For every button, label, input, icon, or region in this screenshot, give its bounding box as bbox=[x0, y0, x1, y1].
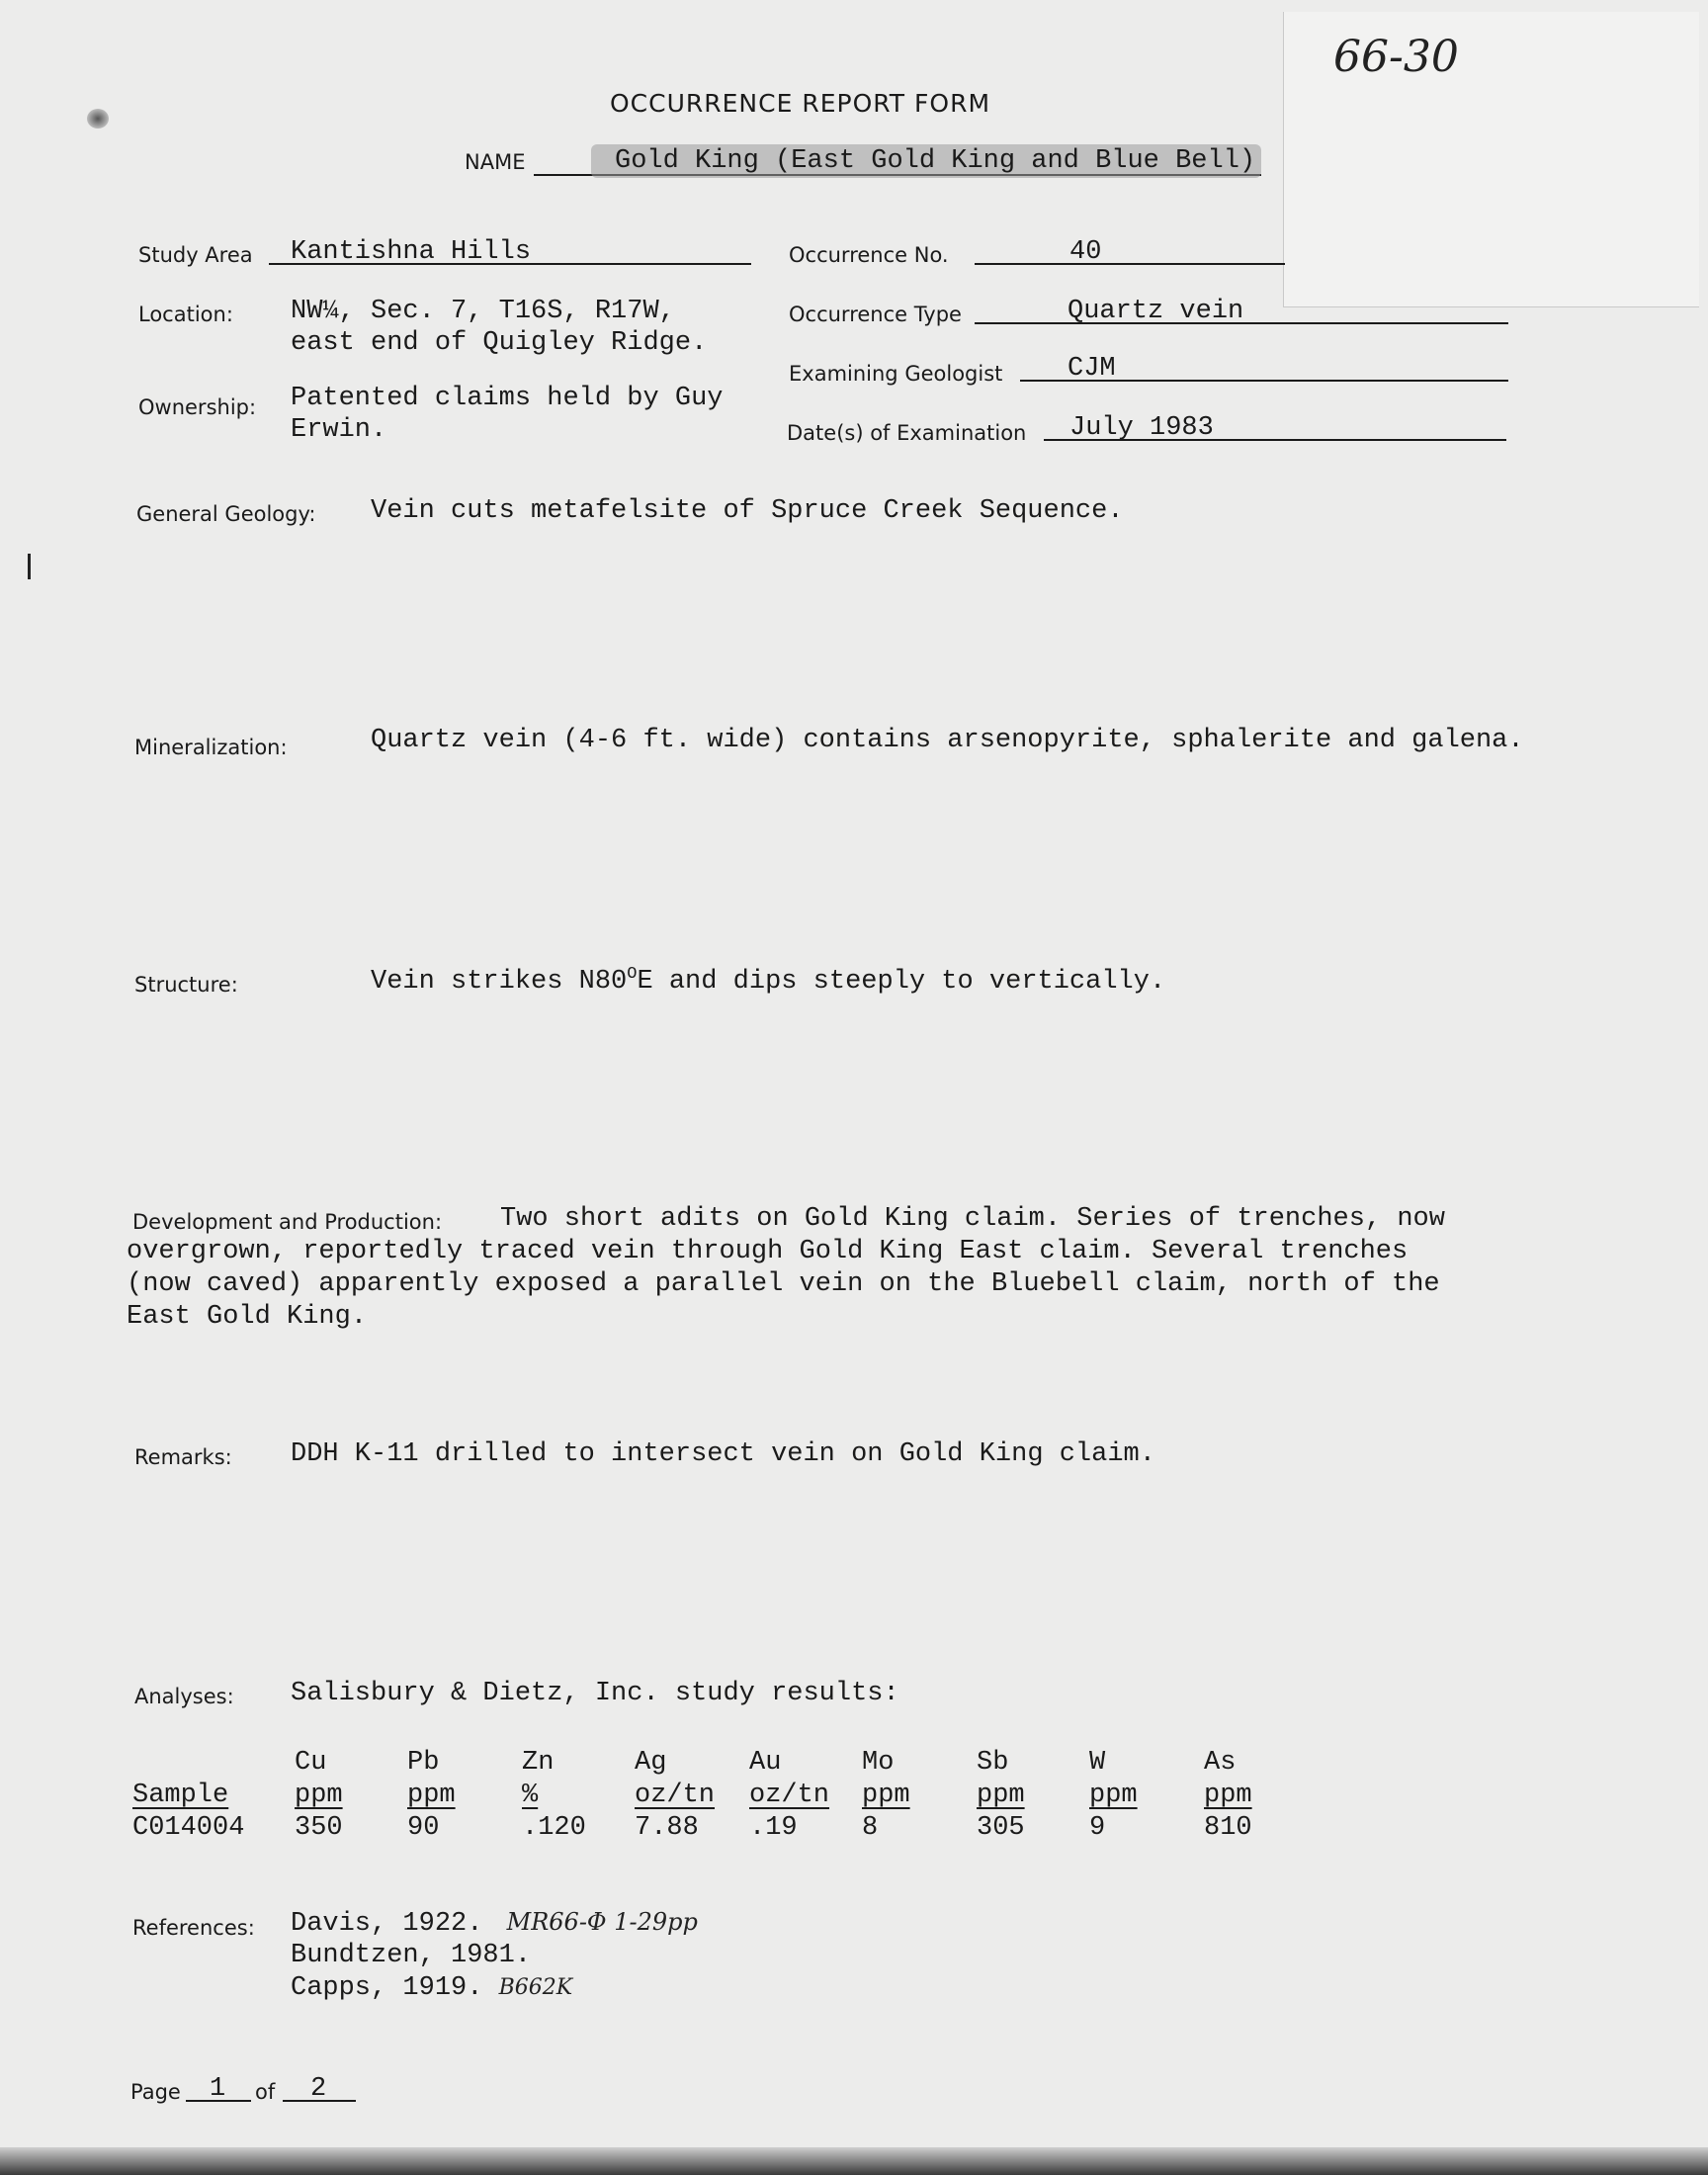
sticky-note bbox=[1283, 12, 1699, 307]
element-name: Sb bbox=[977, 1748, 1009, 1778]
element-unit: % bbox=[522, 1781, 539, 1810]
element-value: .19 bbox=[749, 1813, 798, 1843]
element-unit: ppm bbox=[862, 1781, 910, 1810]
general-geology-value: Vein cuts metafelsite of Spruce Creek Sequence. bbox=[371, 496, 1124, 526]
form-title: OCCURRENCE REPORT FORM bbox=[610, 89, 991, 118]
remarks-value: DDH K-11 drilled to intersect vein on Gold King claim. bbox=[291, 1439, 1155, 1469]
element-value: 8 bbox=[862, 1813, 879, 1843]
cu-column bbox=[295, 1747, 343, 1845]
element-value: 350 bbox=[295, 1813, 343, 1843]
dates-label: Date(s) of Examination bbox=[787, 421, 1027, 445]
element-name: Cu bbox=[295, 1748, 327, 1778]
element-unit: ppm bbox=[977, 1781, 1025, 1810]
development-line1: Two short adits on Gold King claim. Series of trenches, now bbox=[500, 1204, 1445, 1234]
ag-column bbox=[635, 1747, 715, 1845]
element-unit: ppm bbox=[407, 1781, 456, 1810]
dates-value: July 1983 bbox=[1069, 413, 1214, 443]
analyses-source: Salisbury & Dietz, Inc. study results: bbox=[291, 1679, 899, 1708]
reference-item bbox=[291, 1908, 698, 1939]
ownership-line1: Patented claims held by Guy bbox=[291, 384, 724, 413]
development-line4: East Gold King. bbox=[127, 1302, 368, 1332]
mineralization-value: Quartz vein (4-6 ft. wide) contains arsenopyrite, sphalerite and galena. bbox=[371, 726, 1524, 755]
sample-header: Sample bbox=[132, 1781, 229, 1810]
page-current: 1 bbox=[210, 2074, 226, 2104]
page-total: 2 bbox=[310, 2074, 327, 2104]
examining-geologist-label: Examining Geologist bbox=[789, 362, 1003, 386]
zn-column bbox=[522, 1747, 586, 1845]
w-column bbox=[1089, 1747, 1138, 1845]
study-area-label: Study Area bbox=[138, 243, 253, 267]
location-line2: east end of Quigley Ridge. bbox=[291, 328, 708, 358]
element-value: 90 bbox=[407, 1813, 440, 1843]
reference-item bbox=[291, 1941, 531, 1970]
occurrence-no-rule bbox=[975, 263, 1285, 265]
element-name: Au bbox=[749, 1748, 782, 1778]
element-value: .120 bbox=[522, 1813, 586, 1843]
element-value: 9 bbox=[1089, 1813, 1106, 1843]
reference-text: Capps, 1919. bbox=[291, 1973, 483, 2003]
element-value: 305 bbox=[977, 1813, 1025, 1843]
file-number: 66-30 bbox=[1333, 32, 1459, 82]
page-label: Page bbox=[130, 2080, 181, 2104]
ownership-line2: Erwin. bbox=[291, 415, 387, 445]
element-value: 810 bbox=[1204, 1813, 1252, 1843]
element-name: Zn bbox=[522, 1748, 555, 1778]
ownership-label: Ownership: bbox=[138, 395, 257, 419]
occurrence-no-value: 40 bbox=[1069, 237, 1102, 267]
reference-handwritten-note: MR66-Φ 1-29pp bbox=[506, 1908, 698, 1936]
element-value: 7.88 bbox=[635, 1813, 699, 1843]
structure-label: Structure: bbox=[134, 973, 238, 997]
page-of-label: of bbox=[255, 2080, 276, 2104]
sample-column bbox=[132, 1780, 244, 1845]
au-column bbox=[749, 1747, 829, 1845]
element-unit: oz/tn bbox=[749, 1781, 830, 1810]
structure-value: Vein strikes $N80^OE$ and dips steeply to vertically. bbox=[371, 965, 1166, 997]
reference-text: Davis, 1922. bbox=[291, 1909, 483, 1939]
location-line1: NW¼, Sec. 7, T16S, R17W, bbox=[291, 297, 675, 326]
sample-id: C014004 bbox=[132, 1813, 245, 1843]
mo-column bbox=[862, 1747, 910, 1845]
element-unit: oz/tn bbox=[635, 1781, 716, 1810]
scan-edge-shadow bbox=[0, 2147, 1708, 2175]
element-unit: ppm bbox=[1204, 1781, 1252, 1810]
name-value: Gold King (East Gold King and Blue Bell) bbox=[615, 146, 1256, 176]
examining-geologist-value: CJM bbox=[1068, 354, 1116, 384]
element-name: Pb bbox=[407, 1748, 440, 1778]
remarks-label: Remarks: bbox=[134, 1445, 232, 1469]
element-name: Mo bbox=[862, 1748, 895, 1778]
reference-item bbox=[291, 1973, 572, 2003]
occurrence-no-label: Occurrence No. bbox=[789, 243, 949, 267]
mineralization-label: Mineralization: bbox=[134, 736, 288, 759]
punch-mark bbox=[28, 554, 31, 579]
reference-handwritten-note: B662K bbox=[498, 1975, 573, 2000]
development-line2: overgrown, reportedly traced vein through Gold King East claim. Several trenches bbox=[127, 1237, 1409, 1266]
occurrence-type-value: Quartz vein bbox=[1068, 297, 1244, 326]
name-label: NAME bbox=[465, 150, 526, 174]
occurrence-type-label: Occurrence Type bbox=[789, 303, 962, 326]
element-unit: ppm bbox=[295, 1781, 343, 1810]
smudge-mark bbox=[87, 109, 109, 129]
development-label: Development and Production: bbox=[132, 1210, 443, 1234]
development-line3: (now caved) apparently exposed a parallel vein on the Bluebell claim, north of the bbox=[127, 1269, 1440, 1299]
element-name: As bbox=[1204, 1748, 1237, 1778]
as-column bbox=[1204, 1747, 1252, 1845]
references-label: References: bbox=[132, 1916, 255, 1940]
analyses-label: Analyses: bbox=[134, 1685, 234, 1708]
study-area-value: Kantishna Hills bbox=[291, 237, 532, 267]
element-name: W bbox=[1089, 1748, 1106, 1778]
element-unit: ppm bbox=[1089, 1781, 1138, 1810]
sb-column bbox=[977, 1747, 1025, 1845]
general-geology-label: General Geology: bbox=[136, 502, 316, 526]
location-label: Location: bbox=[138, 303, 233, 326]
element-name: Ag bbox=[635, 1748, 667, 1778]
pb-column bbox=[407, 1747, 456, 1845]
reference-text: Bundtzen, 1981. bbox=[291, 1941, 532, 1970]
